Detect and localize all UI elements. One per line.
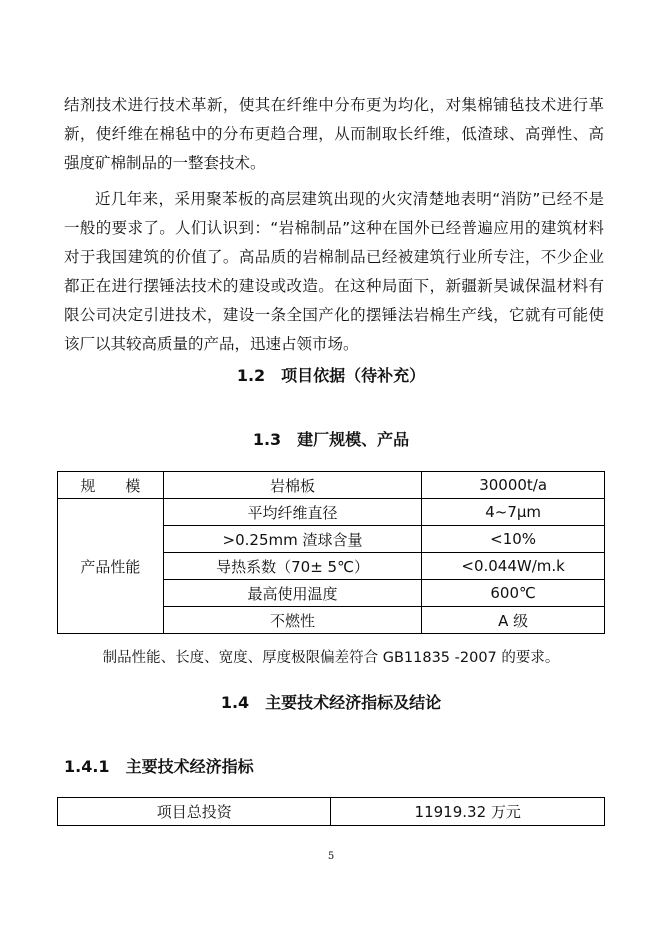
performance-value-cell: 600℃	[422, 580, 605, 607]
table-row	[58, 499, 605, 526]
product-name-cell: 岩棉板	[163, 472, 421, 499]
scale-product-table	[57, 471, 605, 634]
performance-value-cell: A 级	[422, 607, 605, 634]
section-heading-1-3	[0, 427, 662, 450]
capacity-cell: 30000t/a	[422, 472, 605, 499]
indicator-label-cell: 项目总投资	[58, 798, 331, 826]
table-row	[58, 472, 605, 499]
section-heading-1-2	[0, 363, 662, 386]
performance-item-cell: 平均纤维直径	[163, 499, 421, 526]
page-number: 5	[327, 851, 335, 862]
performance-label-cell: 产品性能	[58, 499, 164, 634]
section-title: 主要技术经济指标及结论	[265, 693, 442, 712]
section-title: 项目依据（待补充）	[281, 366, 426, 385]
performance-item-cell: >0.25mm 渣球含量	[163, 526, 421, 553]
section-number: 1.2	[236, 366, 266, 385]
performance-value-cell: <10%	[422, 526, 605, 553]
section-title: 主要技术经济指标	[125, 757, 254, 776]
section-number: 1.3	[252, 430, 282, 449]
performance-value-cell: 4~7μm	[422, 499, 605, 526]
paragraph-background: 近几年来，采用聚苯板的高层建筑出现的火灾清楚地表明“消防”已经不是一般的要求了。人们认识到：“岩棉制品”这种在国外已经普遍应用的建筑材料对于我国建筑的价值了。高品质的岩棉制品已经被建筑行业所专注，不少企业都正在进行摆锤法技术的建设或改造。在这种局面下，新疆新昊诚保温材料有限公司决定引进技术，建设一条全国产化的摆锤法岩棉生产线，它就有可能使该厂以其较高质量的产品，迅速占领市场。	[64, 190, 604, 353]
economic-indicator-table	[57, 797, 605, 826]
table-row	[58, 798, 605, 826]
section-number: 1.4.1	[64, 757, 110, 776]
indicator-value-cell: 11919.32 万元	[331, 798, 605, 826]
section-heading-1-4	[0, 690, 662, 713]
subsection-heading-1-4-1	[64, 754, 254, 777]
section-title: 建厂规模、产品	[297, 430, 410, 449]
paragraph-technology: 结剂技术进行技术革新，使其在纤维中分布更为均化，对集棉铺毡技术进行革新，使纤维在棉毡中的分布更趋合理，从而制取长纤维，低渣球、高弹性、高强度矿棉制品的一整套技术。	[64, 96, 604, 172]
performance-value-cell: <0.044W/m.k	[422, 553, 605, 580]
performance-item-cell: 不燃性	[163, 607, 421, 634]
scale-label-cell: 规 模	[58, 472, 164, 499]
section-number: 1.4	[220, 693, 250, 712]
standards-note: 制品性能、长度、宽度、厚度极限偏差符合 GB11835 -2007 的要求。	[102, 650, 560, 666]
performance-item-cell: 导热系数（70± 5℃）	[163, 553, 421, 580]
performance-item-cell: 最高使用温度	[163, 580, 421, 607]
